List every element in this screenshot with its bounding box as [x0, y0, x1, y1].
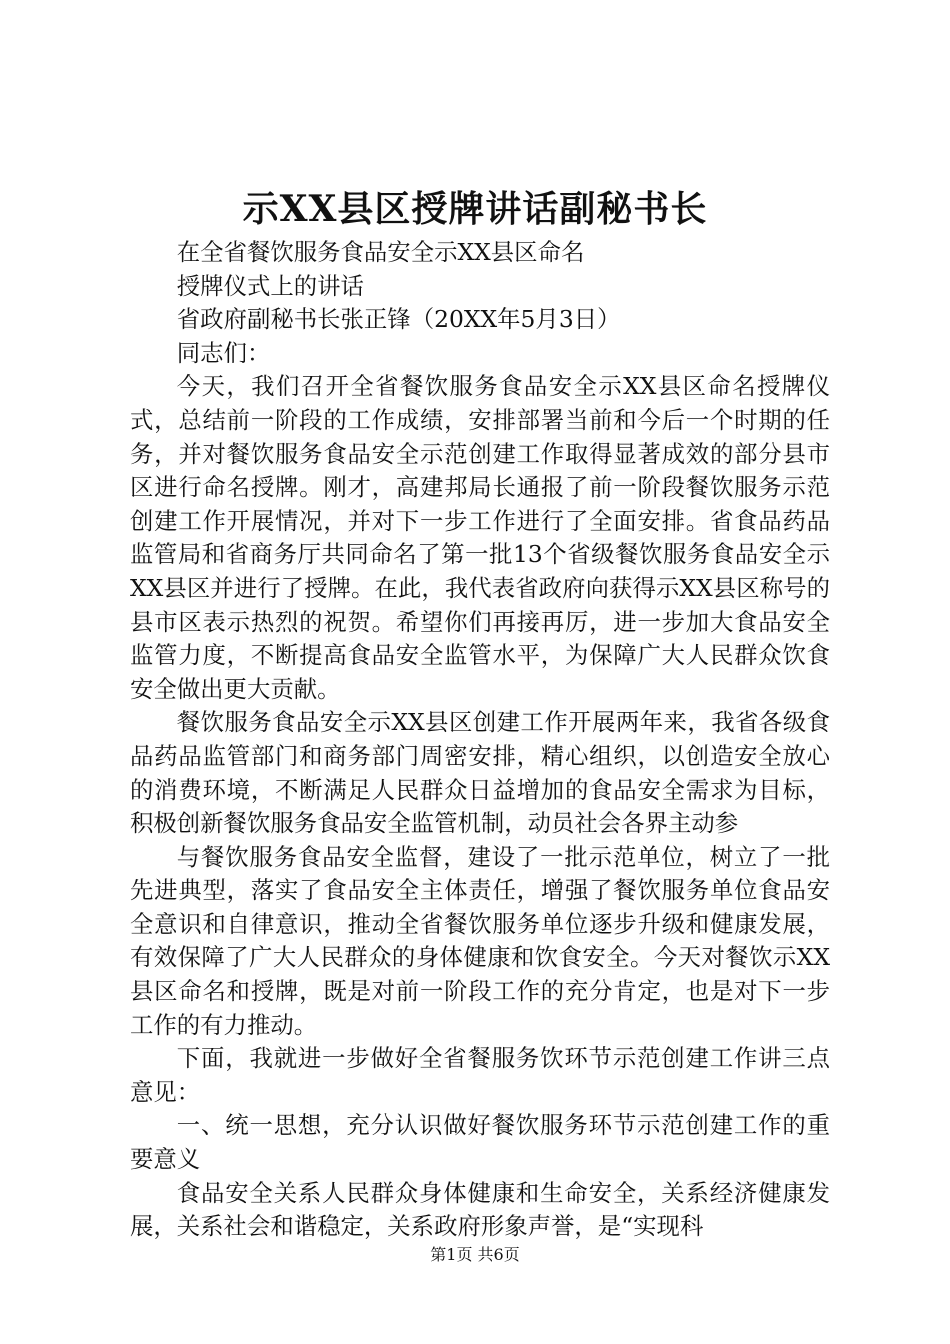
paragraph: 下面，我就进一步做好全省餐服务饮环节示范创建工作讲三点意见： [130, 1044, 830, 1106]
subtitle-line-1: 在全省餐饮服务食品安全示XX县区命名 [176, 238, 585, 266]
document-body [130, 236, 830, 1244]
document-title: 示XX县区授牌讲话副秘书长 [242, 188, 708, 230]
speaker-line: 省政府副秘书长张正锋（20XX年5月3日） [176, 305, 621, 334]
subtitle-line-2: 授牌仪式上的讲话 [176, 271, 364, 300]
paragraph: 食品安全关系人民群众身体健康和生命安全，关系经济健康发展，关系社会和谐稳定，关系政府形象声誉，是“实现科 [130, 1178, 830, 1241]
salutation: 同志们： [176, 338, 271, 367]
paragraph: 餐饮服务食品安全示XX县区创建工作开展两年来，我省各级食品药品监管部门和商务部门周密安排，精心组织，以创造安全放心的消费环境，不断满足人民群众日益增加的食品安全需求为目标，积极创新餐饮服务食品安全监管机制，动员社会各界主动参 [130, 708, 830, 838]
paragraph: 今天，我们召开全省餐饮服务食品安全示XX县区命名授牌仪式，总结前一阶段的工作成绩，安排部署当前和今后一个时期的任务，并对餐饮服务食品安全示范创建工作取得显著成效的部分县市区进行命名授牌。刚才，高建邦局长通报了前一阶段餐饮服务示范创建工作开展情况，并对下一步工作进行了全面安排。省食品药品监管局和省商务厅共同命名了第一批13个省级餐饮服务食品安全示XX县区并进行了授牌。在此，我代表省政府向获得示XX县区称号的县市区表示热烈的祝贺。希望你们再接再厉，进一步加大食品安全监管力度，不断提高食品安全监管水平，为保障广大人民群众饮食安全做出更大贡献。 [130, 372, 830, 703]
paragraph: 与餐饮服务食品安全监督，建设了一批示范单位，树立了一批先进典型，落实了食品安全主体责任，增强了餐饮服务单位食品安全意识和自律意识，推动全省餐饮服务单位逐步升级和健康发展，有效保障了广大人民群众的身体健康和饮食安全。今天对餐饮示XX县区命名和授牌，既是对前一阶段工作的充分肯定，也是对下一步工作的有力推动。 [130, 842, 830, 1039]
page-footer: 第1页 共6页 [430, 1245, 520, 1264]
section-heading: 一、统一思想，充分认识做好餐饮服务环节示范创建工作的重要意义 [130, 1111, 830, 1174]
